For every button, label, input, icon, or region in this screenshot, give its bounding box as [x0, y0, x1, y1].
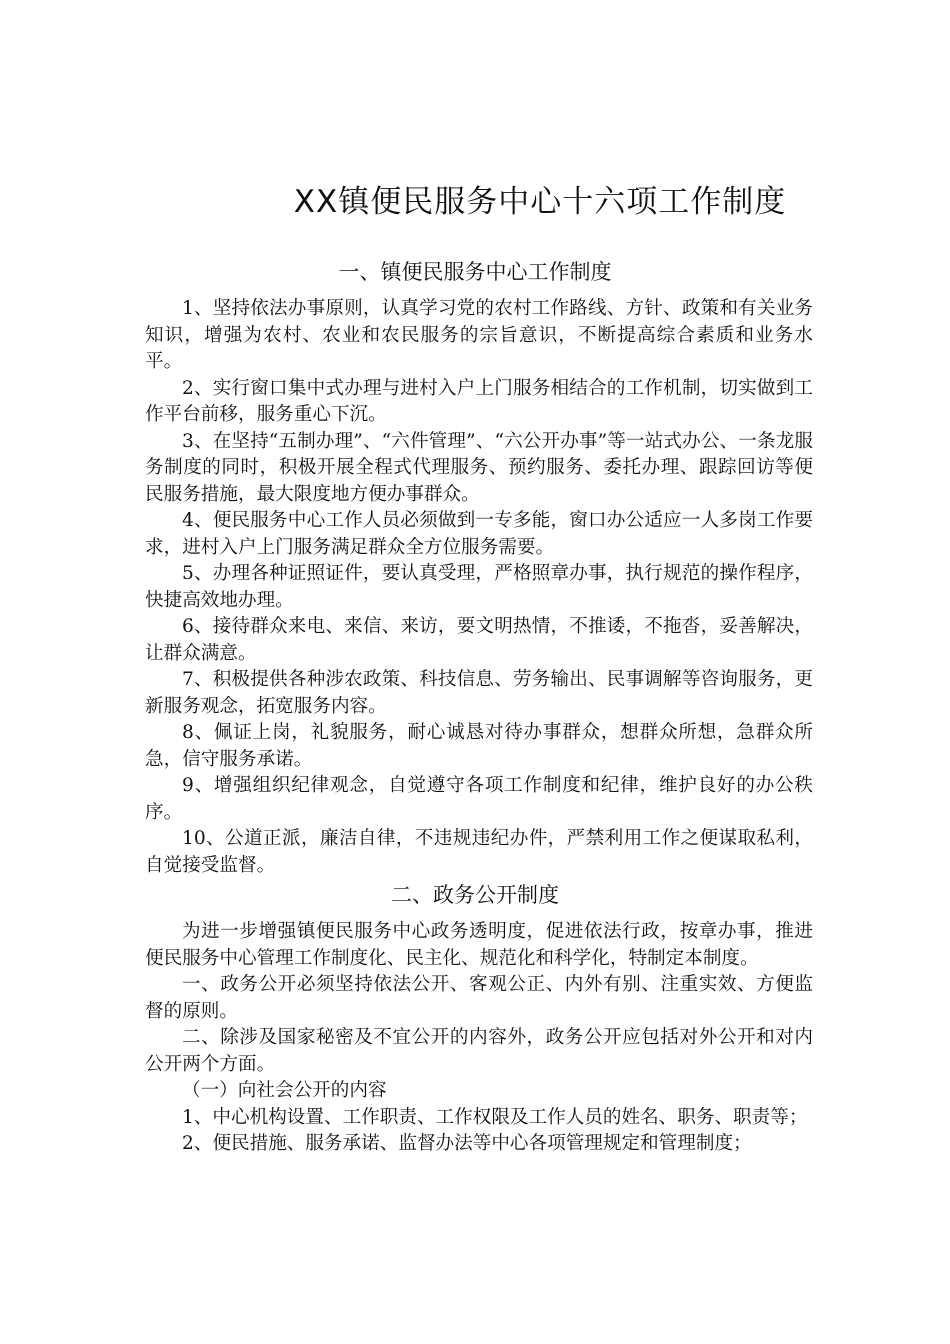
document-title: XX镇便民服务中心十六项工作制度: [293, 184, 787, 220]
paragraph: 2、实行窗口集中式办理与进村入户上门服务相结合的工作机制，切实做到工作平台前移，服务重心下沉。: [145, 377, 813, 425]
paragraph: 为进一步增强镇便民服务中心政务透明度，促进依法行政，按章办事，推进便民服务中心管理工作制度化、民主化、规范化和科学化，特制定本制度。: [145, 921, 813, 969]
paragraph: 2、便民措施、服务承诺、监督办法等中心各项管理规定和管理制度；: [182, 1133, 752, 1154]
paragraph: 4、便民服务中心工作人员必须做到一专多能，窗口办公适应一人多岗工作要求，进村入户上门服务满足群众全方位服务需要。: [145, 510, 813, 558]
paragraph: 9、增强组织纪律观念，自觉遵守各项工作制度和纪律，维护良好的办公秩序。: [145, 775, 813, 823]
paragraph: 8、佩证上岗，礼貌服务，耐心诚恳对待办事群众，想群众所想，急群众所急，信守服务承诺。: [145, 722, 813, 770]
paragraph: 1、中心机构设置、工作职责、工作权限及工作人员的姓名、职务、职责等；: [182, 1106, 808, 1128]
paragraph: 6、接待群众来电、来信、来访，要文明热情，不推诿，不拖沓，妥善解决，让群众满意。: [145, 616, 813, 664]
paragraph: 10、公道正派，廉洁自律，不违规违纪办件，严禁利用工作之便谋取私利，自觉接受监督。: [145, 828, 813, 876]
section-heading-work-system: 一、镇便民服务中心工作制度: [338, 260, 612, 284]
paragraph: 3、在坚持“五制办理”、“六件管理”、“六公开办事”等一站式办公、一条龙服务制度的同时，积极开展全程式代理服务、预约服务、委托办理、跟踪回访等便民服务措施，最大限度地方便办事群众。: [145, 430, 813, 505]
paragraph: 一、政务公开必须坚持依法公开、客观公正、内外有别、注重实效、方便监督的原则。: [145, 974, 813, 1022]
section-body-work-system: [145, 296, 813, 879]
paragraph: 7、积极提供各种涉农政策、科技信息、劳务输出、民事调解等咨询服务，更新服务观念，拓宽服务内容。: [145, 669, 813, 717]
section-body-open-affairs: [145, 919, 813, 1158]
paragraph: 1、坚持依法办事原则，认真学习党的农村工作路线、方针、政策和有关业务知识，增强为农村、农业和农民服务的宗旨意识，不断提高综合素质和业务水平。: [145, 298, 813, 372]
paragraph: 5、办理各种证照证件，要认真受理，严格照章办事，执行规范的操作程序，快捷高效地办理。: [145, 563, 813, 611]
paragraph: 二、除涉及国家秘密及不宜公开的内容外，政务公开应包括对外公开和对内公开两个方面。: [145, 1027, 813, 1075]
section-heading-open-affairs: 二、政务公开制度: [391, 883, 559, 907]
subsection-heading: （一）向社会公开的内容: [182, 1080, 387, 1101]
